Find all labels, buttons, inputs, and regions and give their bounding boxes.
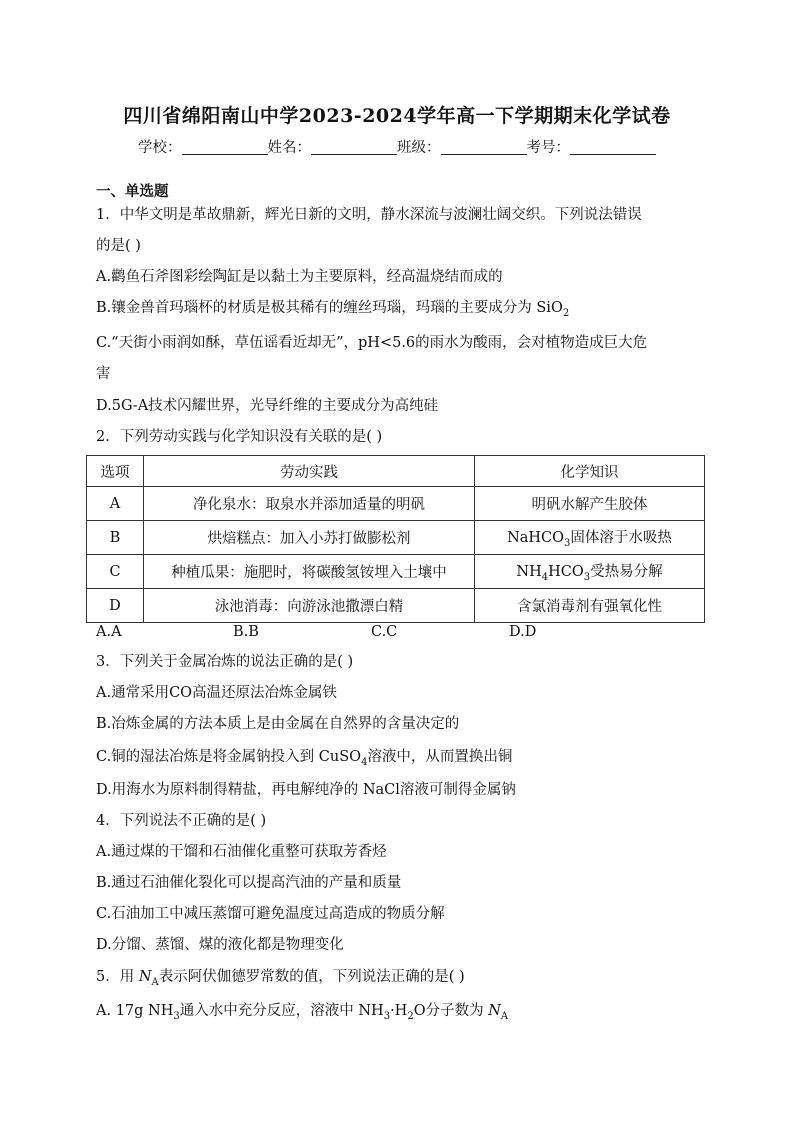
q2-row-practice: 烘焙糕点：加入小苏打做膨松剂	[144, 521, 475, 555]
q5-a-part: A. 17g NH	[96, 1003, 174, 1019]
q2-row-practice: 泳池消毒：向游泳池撒漂白精	[144, 589, 475, 623]
formula-sub: 3	[564, 537, 571, 549]
formula-part: 固体溶于水吸热	[570, 530, 672, 547]
number-label: 考号：	[526, 140, 570, 156]
q1-stem-line2: 的是( )	[96, 238, 141, 254]
q3-option-c	[96, 747, 512, 773]
q5-na-sub: A	[151, 976, 159, 988]
q5-na-symbol: N	[138, 969, 152, 985]
formula-part: 受热易分解	[590, 564, 663, 581]
table-row	[87, 487, 705, 521]
formula-part: NaHCO	[507, 530, 565, 547]
table-row	[87, 589, 705, 623]
q5-a-part: 通入水中充分反应，溶液中 NH	[179, 1003, 384, 1019]
formula-part: HCO	[548, 564, 584, 581]
q4-stem: 4．下列说法不正确的是( )	[96, 813, 267, 829]
formula-sub: 4	[541, 571, 549, 583]
q2-header-knowledge: 化学知识	[475, 456, 705, 487]
q3-option-c-sub: 4	[361, 756, 368, 768]
q2-choice-b: B.B	[233, 624, 259, 640]
q2-choice-d: D.D	[509, 624, 537, 640]
q1-option-b-sub: 2	[562, 307, 570, 319]
q2-header-practice: 劳动实践	[144, 456, 475, 487]
q5-a-sub: 2	[407, 1010, 414, 1022]
q2-choice-a: A.A	[96, 624, 122, 640]
q2-row-knowledge: 明矾水解产生胶体	[475, 487, 705, 521]
formula-part: NH	[516, 564, 542, 581]
q2-row-option: B	[87, 521, 144, 555]
q5-option-a	[96, 1001, 508, 1027]
q1-option-b-text: B.镶金兽首玛瑙杯的材质是极其稀有的缠丝玛瑙，玛瑙的主要成分为 SiO	[96, 300, 563, 316]
q5-a-part: O分子数为	[413, 1003, 489, 1019]
q2-row-option: C	[87, 555, 144, 589]
q2-stem: 2．下列劳动实践与化学知识没有关联的是( )	[96, 429, 383, 445]
q4-option-b: B.通过石油催化裂化可以提高汽油的产量和质量	[96, 875, 402, 891]
number-blank[interactable]	[570, 138, 656, 155]
class-blank[interactable]	[441, 138, 527, 155]
q2-table	[86, 455, 705, 623]
q2-row-option: A	[87, 487, 144, 521]
q2-choice-c: C.C	[371, 624, 398, 640]
q3-option-c-pre: C.铜的湿法冶炼是将金属钠投入到 CuSO	[96, 749, 362, 765]
q5-a-na-sub: A	[500, 1010, 509, 1022]
q1-option-d: D.5G-A技术闪耀世界，光导纤维的主要成分为高纯硅	[96, 398, 439, 414]
q1-option-b	[96, 298, 569, 324]
school-blank[interactable]	[182, 138, 268, 155]
q2-row-option: D	[87, 589, 144, 623]
table-row	[87, 521, 705, 555]
q2-header-option: 选项	[87, 456, 144, 487]
q1-option-c-line2: 害	[96, 366, 111, 382]
student-info-row	[0, 136, 794, 157]
q4-option-d: D.分馏、蒸馏、煤的液化都是物理变化	[96, 937, 344, 953]
q2-row-knowledge	[475, 521, 705, 555]
q2-row-practice: 净化泉水：取泉水并添加适量的明矾	[144, 487, 475, 521]
q5-stem-post: 表示阿伏伽德罗常数的值，下列说法正确的是( )	[158, 969, 465, 985]
name-label: 姓名：	[267, 140, 311, 156]
q5-stem-pre: 5．用	[96, 969, 139, 985]
q4-option-c: C.石油加工中减压蒸馏可避免温度过高造成的物质分解	[96, 906, 445, 922]
q1-option-c-line1: C.“天街小雨润如酥，草伍谣看近却无”，pH<5.6的雨水为酸雨，会对植物造成巨大危	[96, 335, 648, 351]
q5-a-sub: 3	[173, 1010, 180, 1022]
q5-stem	[96, 967, 465, 993]
q3-option-b: B.冶炼金属的方法本质上是由金属在自然界的含量决定的	[96, 716, 460, 732]
q3-option-c-post: 溶液中，从而置换出铜	[367, 749, 513, 765]
formula-sub: 3	[583, 571, 591, 583]
school-label: 学校：	[138, 140, 182, 156]
q3-stem: 3．下列关于金属冶炼的说法正确的是( )	[96, 654, 354, 670]
q2-table-header	[87, 456, 705, 487]
table-row	[87, 555, 705, 589]
class-label: 班级：	[397, 140, 441, 156]
q4-option-a: A.通过煤的干馏和石油催化重整可获取芳香烃	[96, 844, 387, 860]
q1-option-a: A.鹳鱼石斧图彩绘陶缸是以黏土为主要原料，经高温烧结而成的	[96, 269, 503, 285]
q5-a-na-symbol: N	[488, 1003, 501, 1019]
q5-a-sub: 3	[383, 1010, 391, 1022]
section-title: 一、单选题	[96, 183, 169, 200]
q3-option-d: D.用海水为原料制得精盐，再电解纯净的 NaCl溶液可制得金属钠	[96, 782, 516, 798]
q2-row-knowledge: 含氯消毒剂有强氧化性	[475, 589, 705, 623]
q2-row-knowledge	[475, 555, 705, 589]
q1-stem-line1: 1．中华文明是革故鼎新，辉光日新的文明，静水深流与波澜壮阔交织。下列说法错误	[96, 207, 642, 223]
name-blank[interactable]	[311, 138, 397, 155]
q2-row-practice: 种植瓜果：施肥时，将碳酸氢铵埋入土壤中	[144, 555, 475, 589]
q3-option-a: A.通常采用CO高温还原法冶炼金属铁	[96, 685, 338, 701]
q5-a-part: ·H	[390, 1003, 408, 1019]
exam-title: 四川省绵阳南山中学2023-2024学年高一下学期期末化学试卷	[123, 105, 671, 127]
